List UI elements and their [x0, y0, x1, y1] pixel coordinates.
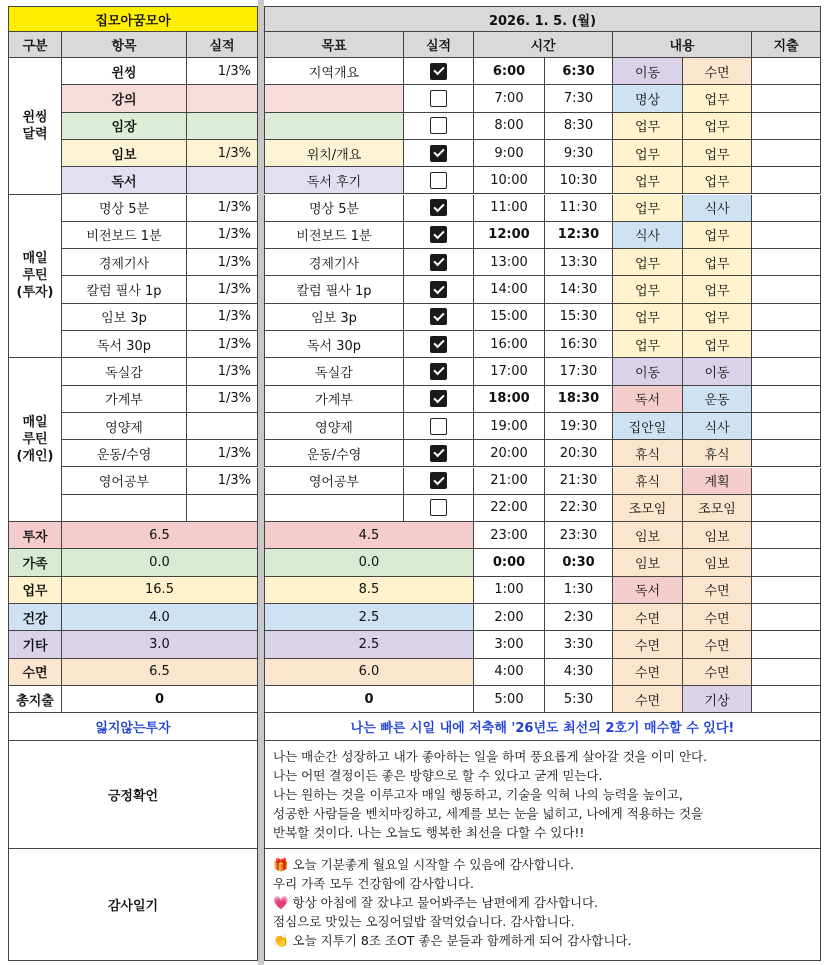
- time-end: 19:30: [545, 413, 613, 440]
- group-label: 윈씽 달력: [8, 58, 62, 195]
- expense-cell[interactable]: [752, 413, 821, 440]
- time-start: 3:00: [474, 631, 545, 658]
- activity-first-half: 업무: [613, 167, 683, 194]
- activity-first-half: 업무: [613, 113, 683, 140]
- activity-first-half: 수면: [613, 604, 683, 631]
- activity-first-half: 이동: [613, 358, 683, 385]
- done-checkbox[interactable]: [430, 226, 447, 243]
- time-start: 17:00: [474, 358, 545, 385]
- group-label: 매일 루틴 (개인): [8, 358, 62, 522]
- time-start: 22:00: [474, 495, 545, 522]
- affirmation-line: 성공한 사람들을 벤치마킹하고, 세계를 보는 눈을 넓히고, 나에게 적용하는 것을: [273, 806, 704, 822]
- activity-second-half: 업무: [683, 113, 752, 140]
- item-result: [187, 495, 258, 522]
- activity-first-half: 식사: [613, 222, 683, 249]
- done-checkbox[interactable]: [430, 418, 447, 435]
- expense-cell[interactable]: [752, 440, 821, 467]
- done-cell: [404, 195, 474, 222]
- done-cell: [404, 440, 474, 467]
- item-name: 비전보드 1분: [62, 222, 187, 249]
- done-cell: [404, 495, 474, 522]
- goal-text: 가계부: [264, 386, 404, 413]
- header-time: 시간: [474, 32, 613, 58]
- item-name: 독서 30p: [62, 331, 187, 358]
- summary-value: 6.5: [62, 659, 258, 686]
- expense-cell[interactable]: [752, 386, 821, 413]
- activity-first-half: 업무: [613, 249, 683, 276]
- activity-first-half: 이동: [613, 58, 683, 85]
- time-end: 11:30: [545, 195, 613, 222]
- activity-first-half: 업무: [613, 140, 683, 167]
- done-cell: [404, 331, 474, 358]
- activity-second-half: 업무: [683, 249, 752, 276]
- activity-second-half: 업무: [683, 304, 752, 331]
- expense-cell[interactable]: [752, 304, 821, 331]
- activity-second-half: 운동: [683, 386, 752, 413]
- activity-second-half: 업무: [683, 276, 752, 303]
- expense-cell[interactable]: [752, 167, 821, 194]
- done-cell: [404, 249, 474, 276]
- activity-second-half: 업무: [683, 222, 752, 249]
- item-result: 1/3%: [187, 249, 258, 276]
- panel-divider: [258, 0, 264, 965]
- summary-label: 가족: [8, 549, 62, 576]
- done-checkbox[interactable]: [430, 254, 447, 271]
- item-result: 1/3%: [187, 58, 258, 85]
- activity-first-half: 업무: [613, 331, 683, 358]
- activity-second-half: 식사: [683, 413, 752, 440]
- time-start: 5:00: [474, 686, 545, 713]
- sheet-title: 집모아꿈모아: [8, 6, 258, 32]
- time-start: 1:00: [474, 577, 545, 604]
- goal-text: 칼럼 필사 1p: [264, 276, 404, 303]
- time-start: 21:00: [474, 468, 545, 495]
- header-done: 실적: [404, 32, 474, 58]
- time-end: 7:30: [545, 85, 613, 112]
- expense-cell[interactable]: [752, 604, 821, 631]
- item-result: 1/3%: [187, 140, 258, 167]
- gratitude-line: [273, 874, 812, 893]
- item-name: 영양제: [62, 413, 187, 440]
- summary-value: 6.5: [62, 522, 258, 549]
- done-checkbox[interactable]: [430, 445, 447, 462]
- activity-second-half: 계획: [683, 468, 752, 495]
- time-start: 14:00: [474, 276, 545, 303]
- time-start: 9:00: [474, 140, 545, 167]
- gratitude-line: [273, 912, 812, 931]
- activity-first-half: 수면: [613, 631, 683, 658]
- activity-first-half: 집안일: [613, 413, 683, 440]
- item-name: 칼럼 필사 1p: [62, 276, 187, 303]
- expense-cell[interactable]: [752, 331, 821, 358]
- time-start: 4:00: [474, 659, 545, 686]
- gratitude-line-text: 항상 아침에 잘 잤냐고 물어봐주는 남편에게 감사합니다.: [292, 895, 599, 911]
- expense-cell[interactable]: [752, 140, 821, 167]
- item-name: 영어공부: [62, 468, 187, 495]
- time-end: 20:30: [545, 440, 613, 467]
- item-name: 임보: [62, 140, 187, 167]
- time-start: 12:00: [474, 222, 545, 249]
- done-cell: [404, 358, 474, 385]
- item-name: 운동/수영: [62, 440, 187, 467]
- done-checkbox[interactable]: [430, 336, 447, 353]
- done-checkbox[interactable]: [430, 199, 447, 216]
- item-result: [187, 167, 258, 194]
- done-checkbox[interactable]: [430, 363, 447, 380]
- done-checkbox[interactable]: [430, 472, 447, 489]
- time-end: 15:30: [545, 304, 613, 331]
- item-name: 독실감: [62, 358, 187, 385]
- item-result: [187, 413, 258, 440]
- activity-first-half: 명상: [613, 85, 683, 112]
- activity-second-half: 수면: [683, 577, 752, 604]
- summary-target: 0: [264, 686, 474, 713]
- activity-first-half: 업무: [613, 304, 683, 331]
- item-result: 1/3%: [187, 304, 258, 331]
- summary-target: 2.5: [264, 604, 474, 631]
- time-end: 1:30: [545, 577, 613, 604]
- activity-first-half: 독서: [613, 386, 683, 413]
- goal-text: 영어공부: [264, 468, 404, 495]
- item-result: [187, 85, 258, 112]
- item-name: 임보 3p: [62, 304, 187, 331]
- expense-cell[interactable]: [752, 222, 821, 249]
- done-checkbox[interactable]: [430, 117, 447, 134]
- item-name: 윈씽: [62, 58, 187, 85]
- expense-cell[interactable]: [752, 276, 821, 303]
- activity-second-half: 업무: [683, 167, 752, 194]
- gratitude-line-text: 오늘 지투기 8조 조OT 좋은 분들과 함께하게 되어 감사합니다.: [292, 933, 632, 949]
- time-start: 23:00: [474, 522, 545, 549]
- clap-icon: 👏: [273, 933, 293, 949]
- summary-label: 수면: [8, 659, 62, 686]
- goal-text: 독서 후기: [264, 167, 404, 194]
- activity-first-half: 수면: [613, 686, 683, 713]
- activity-second-half: 업무: [683, 140, 752, 167]
- done-checkbox[interactable]: [430, 499, 447, 516]
- summary-target: 4.5: [264, 522, 474, 549]
- activity-second-half: 임보: [683, 522, 752, 549]
- done-cell: [404, 413, 474, 440]
- time-start: 2:00: [474, 604, 545, 631]
- item-name: 임장: [62, 113, 187, 140]
- activity-second-half: 임보: [683, 549, 752, 576]
- summary-value: 16.5: [62, 577, 258, 604]
- time-end: 23:30: [545, 522, 613, 549]
- time-end: 22:30: [545, 495, 613, 522]
- activity-first-half: 독서: [613, 577, 683, 604]
- time-start: 11:00: [474, 195, 545, 222]
- activity-first-half: 수면: [613, 659, 683, 686]
- activity-second-half: 업무: [683, 85, 752, 112]
- activity-second-half: 기상: [683, 686, 752, 713]
- gratitude-line: [273, 931, 812, 950]
- done-cell: [404, 85, 474, 112]
- gratitude-line-text: 우리 가족 모두 건강함에 감사합니다.: [273, 876, 474, 892]
- time-start: 15:00: [474, 304, 545, 331]
- activity-second-half: 수면: [683, 58, 752, 85]
- left-slogan: 잃지않는투자: [8, 713, 258, 741]
- time-start: 16:00: [474, 331, 545, 358]
- item-name: 경제기사: [62, 249, 187, 276]
- done-cell: [404, 468, 474, 495]
- gratitude-line-text: 오늘 기분좋게 월요일 시작할 수 있음에 감사합니다.: [292, 857, 574, 873]
- header-item: 항목: [62, 32, 187, 58]
- time-end: 10:30: [545, 167, 613, 194]
- summary-label: 기타: [8, 631, 62, 658]
- done-checkbox[interactable]: [430, 90, 447, 107]
- time-end: 16:30: [545, 331, 613, 358]
- affirmation-line: 나는 원하는 것을 이루고자 매일 행동하고, 기술을 익혀 나의 능력을 높이고,: [273, 787, 683, 803]
- activity-second-half: 업무: [683, 331, 752, 358]
- summary-label: 투자: [8, 522, 62, 549]
- goal-text: 비전보드 1분: [264, 222, 404, 249]
- gratitude-text: [264, 849, 821, 961]
- time-start: 13:00: [474, 249, 545, 276]
- expense-cell[interactable]: [752, 358, 821, 385]
- done-cell: [404, 58, 474, 85]
- item-result: 1/3%: [187, 195, 258, 222]
- time-start: 0:00: [474, 549, 545, 576]
- item-name: 강의: [62, 85, 187, 112]
- gratitude-label: 감사일기: [8, 849, 258, 961]
- expense-cell[interactable]: [752, 631, 821, 658]
- affirmation-label: 긍정확언: [8, 741, 258, 849]
- goal-text: 지역개요: [264, 58, 404, 85]
- item-result: 1/3%: [187, 440, 258, 467]
- expense-cell[interactable]: [752, 659, 821, 686]
- time-end: 21:30: [545, 468, 613, 495]
- header-content: 내용: [613, 32, 752, 58]
- time-end: 9:30: [545, 140, 613, 167]
- summary-target: 6.0: [264, 659, 474, 686]
- done-checkbox[interactable]: [430, 390, 447, 407]
- summary-value: 0.0: [62, 549, 258, 576]
- activity-second-half: 식사: [683, 195, 752, 222]
- done-cell: [404, 304, 474, 331]
- gift-icon: 🎁: [273, 857, 293, 873]
- goal-text: 위치/개요: [264, 140, 404, 167]
- group-label: 매일 루틴 (투자): [8, 195, 62, 359]
- right-slogan: 나는 빠른 시일 내에 저축해 '26년도 최선의 2호기 매수할 수 있다!: [264, 713, 821, 741]
- activity-first-half: 임보: [613, 522, 683, 549]
- goal-text: 독실감: [264, 358, 404, 385]
- time-end: 8:30: [545, 113, 613, 140]
- gratitude-line-text: 점심으로 맛있는 오징어덮밥 잘먹었습니다. 감사합니다.: [273, 914, 575, 930]
- expense-cell[interactable]: [752, 58, 821, 85]
- gratitude-line: [273, 893, 812, 912]
- activity-first-half: 휴식: [613, 440, 683, 467]
- activity-second-half: 수면: [683, 659, 752, 686]
- date-header: 2026. 1. 5. (월): [264, 6, 821, 32]
- item-name: 독서: [62, 167, 187, 194]
- done-cell: [404, 113, 474, 140]
- time-start: 19:00: [474, 413, 545, 440]
- summary-target: 2.5: [264, 631, 474, 658]
- summary-value: 0: [62, 686, 258, 713]
- goal-text: [264, 85, 404, 112]
- goal-text: [264, 113, 404, 140]
- summary-label: 총지출: [8, 686, 62, 713]
- activity-second-half: 수면: [683, 631, 752, 658]
- item-result: 1/3%: [187, 331, 258, 358]
- goal-text: 명상 5분: [264, 195, 404, 222]
- time-start: 18:00: [474, 386, 545, 413]
- header-expense: 지출: [752, 32, 821, 58]
- header-category: 구분: [8, 32, 62, 58]
- expense-cell[interactable]: [752, 85, 821, 112]
- expense-cell[interactable]: [752, 549, 821, 576]
- affirmation-line: 나는 어떤 결정이든 좋은 방향으로 할 수 있다고 굳게 믿는다.: [273, 768, 603, 784]
- done-cell: [404, 140, 474, 167]
- time-end: 0:30: [545, 549, 613, 576]
- affirmation-text: [264, 741, 821, 849]
- activity-second-half: 휴식: [683, 440, 752, 467]
- done-cell: [404, 386, 474, 413]
- goal-text: 임보 3p: [264, 304, 404, 331]
- header-goal: 목표: [264, 32, 404, 58]
- expense-cell[interactable]: [752, 249, 821, 276]
- done-checkbox[interactable]: [430, 281, 447, 298]
- expense-cell[interactable]: [752, 195, 821, 222]
- time-end: 5:30: [545, 686, 613, 713]
- item-result: 1/3%: [187, 276, 258, 303]
- expense-cell[interactable]: [752, 577, 821, 604]
- time-start: 7:00: [474, 85, 545, 112]
- goal-text: 운동/수영: [264, 440, 404, 467]
- item-name: 명상 5분: [62, 195, 187, 222]
- summary-target: 8.5: [264, 577, 474, 604]
- time-end: 12:30: [545, 222, 613, 249]
- item-name: 가계부: [62, 386, 187, 413]
- done-cell: [404, 167, 474, 194]
- expense-cell[interactable]: [752, 113, 821, 140]
- item-name: [62, 495, 187, 522]
- done-checkbox[interactable]: [430, 63, 447, 80]
- expense-cell[interactable]: [752, 686, 821, 713]
- expense-cell[interactable]: [752, 522, 821, 549]
- done-checkbox[interactable]: [430, 308, 447, 325]
- item-result: 1/3%: [187, 468, 258, 495]
- summary-label: 건강: [8, 604, 62, 631]
- summary-label: 업무: [8, 577, 62, 604]
- time-end: 14:30: [545, 276, 613, 303]
- time-end: 6:30: [545, 58, 613, 85]
- item-result: 1/3%: [187, 222, 258, 249]
- expense-cell[interactable]: [752, 468, 821, 495]
- activity-second-half: 이동: [683, 358, 752, 385]
- goal-text: 독서 30p: [264, 331, 404, 358]
- time-end: 2:30: [545, 604, 613, 631]
- time-end: 18:30: [545, 386, 613, 413]
- done-checkbox[interactable]: [430, 145, 447, 162]
- activity-first-half: 휴식: [613, 468, 683, 495]
- item-result: 1/3%: [187, 386, 258, 413]
- heart-icon: 💗: [273, 895, 293, 911]
- activity-second-half: 수면: [683, 604, 752, 631]
- time-start: 20:00: [474, 440, 545, 467]
- time-start: 8:00: [474, 113, 545, 140]
- affirmation-line: 반복할 것이다. 나는 오늘도 행복한 최선을 다할 수 있다!!: [273, 825, 585, 841]
- item-result: [187, 113, 258, 140]
- time-start: 10:00: [474, 167, 545, 194]
- activity-second-half: 조모임: [683, 495, 752, 522]
- activity-first-half: 업무: [613, 276, 683, 303]
- time-start: 6:00: [474, 58, 545, 85]
- time-end: 13:30: [545, 249, 613, 276]
- done-checkbox[interactable]: [430, 172, 447, 189]
- expense-cell[interactable]: [752, 495, 821, 522]
- header-result: 실적: [187, 32, 258, 58]
- time-end: 4:30: [545, 659, 613, 686]
- gratitude-line: [273, 855, 812, 874]
- summary-value: 4.0: [62, 604, 258, 631]
- activity-first-half: 조모임: [613, 495, 683, 522]
- summary-value: 3.0: [62, 631, 258, 658]
- activity-first-half: 임보: [613, 549, 683, 576]
- done-cell: [404, 276, 474, 303]
- summary-target: 0.0: [264, 549, 474, 576]
- goal-text: 경제기사: [264, 249, 404, 276]
- goal-text: [264, 495, 404, 522]
- done-cell: [404, 222, 474, 249]
- time-end: 3:30: [545, 631, 613, 658]
- activity-first-half: 업무: [613, 195, 683, 222]
- time-end: 17:30: [545, 358, 613, 385]
- goal-text: 영양제: [264, 413, 404, 440]
- affirmation-line: 나는 매순간 성장하고 내가 좋아하는 일을 하며 풍요롭게 살아갈 것을 이미 안다.: [273, 749, 708, 765]
- item-result: 1/3%: [187, 358, 258, 385]
